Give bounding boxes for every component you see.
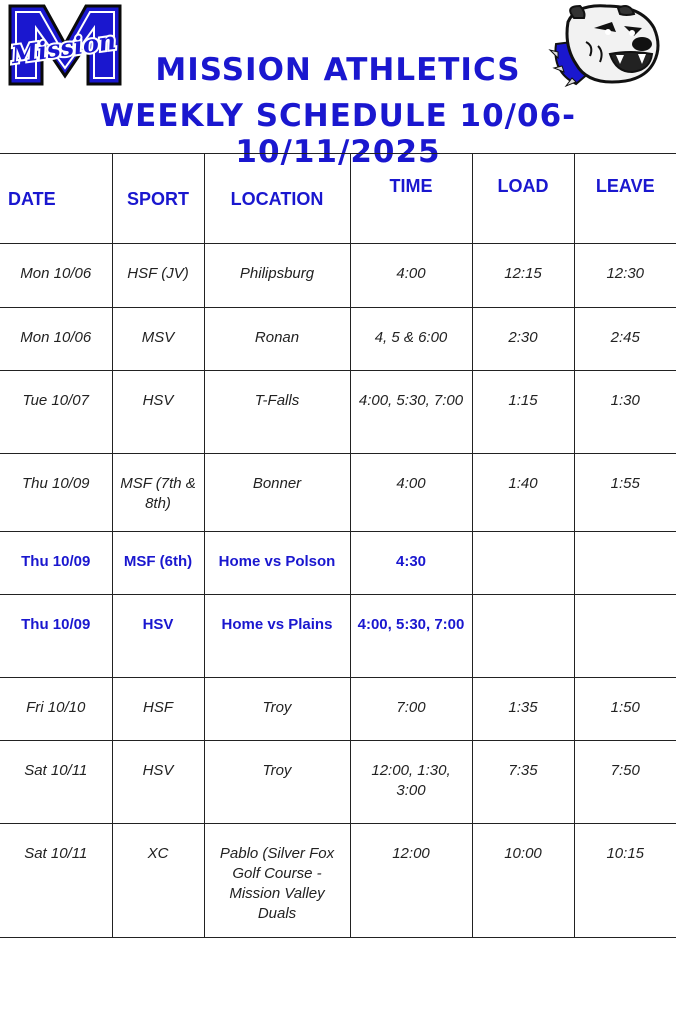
cell-sport: HSV — [112, 741, 204, 824]
cell-sport: MSV — [112, 308, 204, 371]
column-header-load: LOAD — [472, 154, 574, 244]
cell-location: Pablo (Silver Fox Golf Course - Mission Valley Duals — [204, 824, 350, 938]
schedule-subtitle: WEEKLY SCHEDULE 10/06-10/11/2025 — [99, 98, 577, 170]
cell-time: 4:00 — [350, 454, 472, 532]
cell-date: Mon 10/06 — [0, 308, 112, 371]
table-row-home-game — [0, 595, 676, 678]
cell-load: 12:15 — [472, 244, 574, 308]
cell-leave: 1:55 — [574, 454, 676, 532]
cell-date: Thu 10/09 — [0, 595, 112, 678]
cell-time: 4, 5 & 6:00 — [350, 308, 472, 371]
cell-date: Mon 10/06 — [0, 244, 112, 308]
cell-time: 4:30 — [350, 532, 472, 595]
table-row — [0, 308, 676, 371]
cell-leave — [574, 595, 676, 678]
cell-date: Sat 10/11 — [0, 741, 112, 824]
cell-location: Philipsburg — [204, 244, 350, 308]
cell-date: Thu 10/09 — [0, 532, 112, 595]
cell-leave: 10:15 — [574, 824, 676, 938]
table-row — [0, 371, 676, 454]
cell-sport: XC — [112, 824, 204, 938]
cell-time: 4:00, 5:30, 7:00 — [350, 371, 472, 454]
schedule-table — [0, 153, 676, 938]
cell-load: 1:35 — [472, 678, 574, 741]
cell-date: Tue 10/07 — [0, 371, 112, 454]
column-header-leave: LEAVE — [574, 154, 676, 244]
table-row — [0, 824, 676, 938]
cell-leave: 2:45 — [574, 308, 676, 371]
cell-sport: MSF (6th) — [112, 532, 204, 595]
cell-location: Home vs Plains — [204, 595, 350, 678]
cell-load: 2:30 — [472, 308, 574, 371]
cell-load: 1:15 — [472, 371, 574, 454]
cell-load: 10:00 — [472, 824, 574, 938]
table-row — [0, 678, 676, 741]
cell-load — [472, 595, 574, 678]
cell-load — [472, 532, 574, 595]
cell-location: T-Falls — [204, 371, 350, 454]
mission-logo-script: Mission — [9, 25, 118, 70]
cell-sport: MSF (7th & 8th) — [112, 454, 204, 532]
cell-time: 12:00 — [350, 824, 472, 938]
cell-load: 7:35 — [472, 741, 574, 824]
cell-location: Troy — [204, 678, 350, 741]
table-row — [0, 741, 676, 824]
table-row-home-game — [0, 532, 676, 595]
cell-sport: HSF — [112, 678, 204, 741]
cell-date: Thu 10/09 — [0, 454, 112, 532]
cell-sport: HSV — [112, 595, 204, 678]
table-row — [0, 244, 676, 308]
cell-load: 1:40 — [472, 454, 574, 532]
cell-leave: 1:50 — [574, 678, 676, 741]
cell-leave: 1:30 — [574, 371, 676, 454]
cell-time: 4:00, 5:30, 7:00 — [350, 595, 472, 678]
page-title: MISSION ATHLETICS — [155, 52, 521, 88]
cell-time: 4:00 — [350, 244, 472, 308]
cell-location: Bonner — [204, 454, 350, 532]
table-header-row — [0, 154, 676, 244]
column-header-location: LOCATION — [204, 154, 350, 244]
column-header-sport: SPORT — [112, 154, 204, 244]
cell-time: 7:00 — [350, 678, 472, 741]
table-row — [0, 454, 676, 532]
cell-date: Sat 10/11 — [0, 824, 112, 938]
cell-sport: HSF (JV) — [112, 244, 204, 308]
cell-location: Troy — [204, 741, 350, 824]
cell-location: Home vs Polson — [204, 532, 350, 595]
column-header-time: TIME — [350, 154, 472, 244]
cell-leave: 7:50 — [574, 741, 676, 824]
cell-location: Ronan — [204, 308, 350, 371]
cell-leave: 12:30 — [574, 244, 676, 308]
cell-leave — [574, 532, 676, 595]
cell-time: 12:00, 1:30, 3:00 — [350, 741, 472, 824]
cell-date: Fri 10/10 — [0, 678, 112, 741]
column-header-date: DATE — [0, 154, 112, 244]
cell-sport: HSV — [112, 371, 204, 454]
